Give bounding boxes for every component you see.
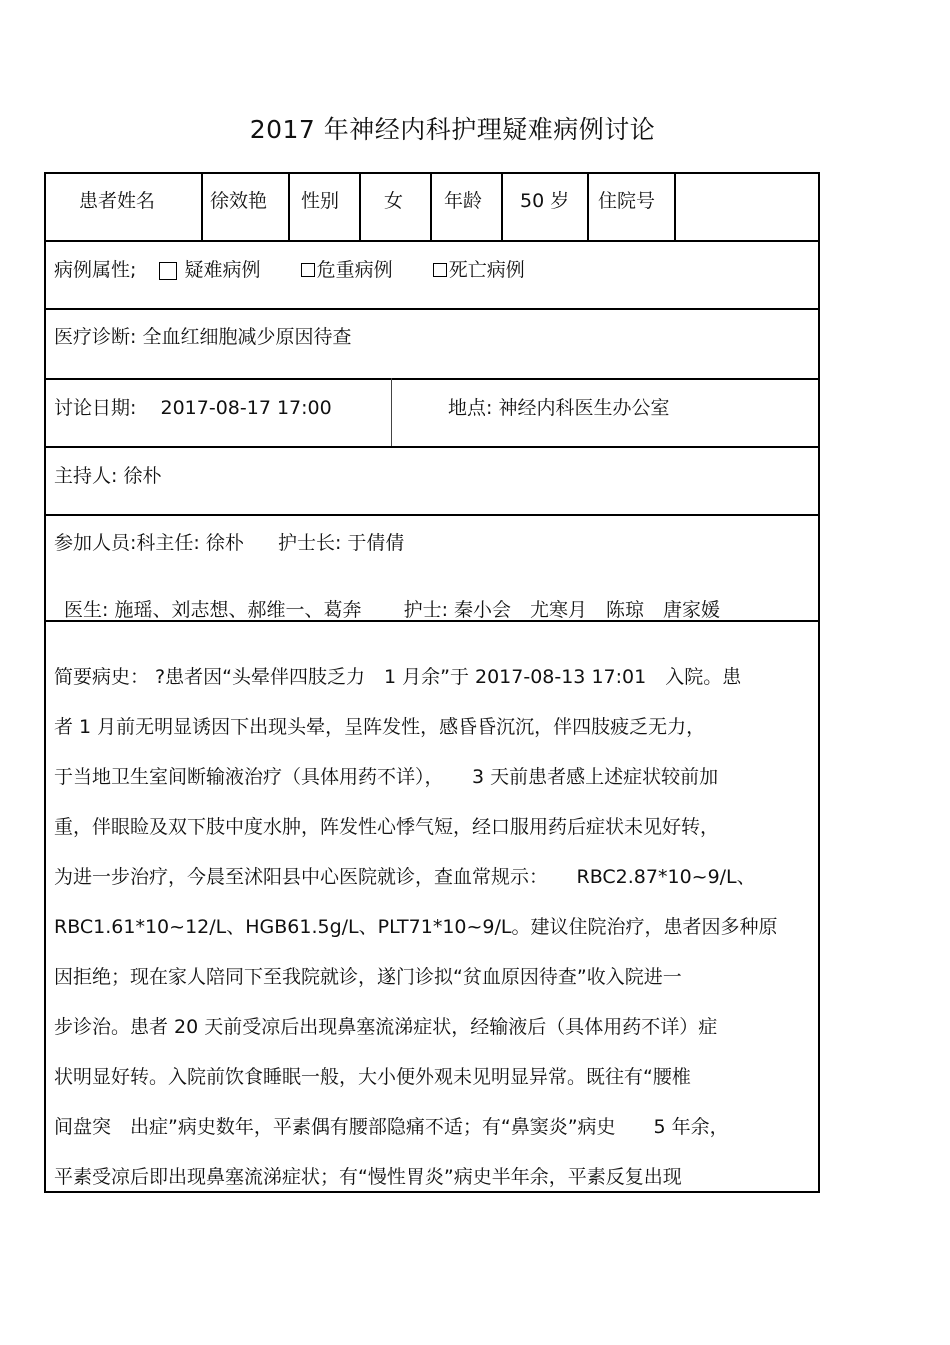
host-row <box>54 461 161 488</box>
col-divider <box>391 378 392 446</box>
participants-label: 参加人员: <box>54 532 137 554</box>
host-label: 主持人: <box>54 465 118 487</box>
head-nurse-value: 于倩倩 <box>347 532 405 554</box>
history-line: 平素受凉后即出现鼻塞流涕症状；有“慢性胃炎”病史半年余，平素反复出现 <box>54 1166 682 1188</box>
discussion-place-row <box>448 393 669 420</box>
row-divider <box>46 240 818 242</box>
discussion-date-value: 2017-08-17 17:00 <box>160 397 332 419</box>
age-label: 年龄 <box>444 190 483 212</box>
col-divider <box>201 174 203 240</box>
page-title: 2017 年神经内科护理疑难病例讨论 <box>249 115 656 144</box>
case-type-label: 病例属性; <box>54 259 137 281</box>
case-type-row <box>54 255 525 282</box>
doctors-value: 施瑶、刘志想、郝维一、葛奔 <box>114 599 362 621</box>
row-divider <box>46 378 818 380</box>
checkbox-death[interactable] <box>433 263 447 277</box>
host-value: 徐朴 <box>123 465 162 487</box>
checkbox-difficult[interactable] <box>159 262 177 280</box>
col-divider <box>674 174 676 240</box>
director-label: 科主任: <box>136 532 200 554</box>
history-line: 为进一步治疗，今晨至沭阳县中心医院就诊，查血常规示： RBC2.87*10~9/L、 <box>54 866 756 888</box>
checkbox-critical[interactable] <box>301 263 315 277</box>
col-divider <box>501 174 503 240</box>
history-line: 间盘突 出症”病史数年，平素偶有腰部隐痛不适；有“鼻窦炎”病史 5 年余， <box>54 1116 729 1138</box>
row-divider <box>46 308 818 310</box>
case-type-option-death: 死亡病例 <box>448 259 525 281</box>
sex-label: 性别 <box>301 190 340 212</box>
staff-row <box>64 595 720 622</box>
history-line: 重，伴眼睑及双下肢中度水肿，阵发性心悸气短，经口服用药后症状未见好转， <box>54 816 720 838</box>
discussion-date-row <box>54 393 332 420</box>
history-line: RBC1.61*10~12/L、HGB61.5g/L、PLT71*10~9/L。建议住院治疗，患者因多种原 <box>54 916 778 938</box>
participants-row <box>54 528 404 555</box>
admission-number-label: 住院号 <box>598 190 656 212</box>
col-divider <box>430 174 432 240</box>
discussion-place-label: 地点: <box>448 397 493 419</box>
history-line: 于当地卫生室间断输液治疗（具体用药不详）， 3 天前患者感上述症状较前加 <box>54 766 719 788</box>
diagnosis-value: 全血红细胞减少原因待查 <box>142 326 352 348</box>
discussion-place-value: 神经内科医生办公室 <box>498 397 670 419</box>
history-line: 因拒绝；现在家人陪同下至我院就诊，遂门诊拟“贫血原因待查”收入院进一 <box>54 966 682 988</box>
col-divider <box>288 174 290 240</box>
case-type-option-difficult: 疑难病例 <box>184 259 261 281</box>
nurses-label: 护士: <box>403 599 448 621</box>
diagnosis-label: 医疗诊断: <box>54 326 137 348</box>
patient-name-value: 徐效艳 <box>210 190 268 212</box>
age-value: 50 岁 <box>520 190 570 212</box>
diagnosis-row <box>54 322 351 349</box>
history-line: 状明显好转。入院前饮食睡眠一般，大小便外观未见明显异常。既往有“腰椎 <box>54 1066 691 1088</box>
nurses-value: 秦小会 尤寒月 陈琼 唐家媛 <box>454 599 721 621</box>
case-discussion-form <box>44 172 820 1193</box>
patient-name-label: 患者姓名 <box>79 190 156 212</box>
sex-value: 女 <box>384 190 404 212</box>
director-value: 徐朴 <box>205 532 244 554</box>
row-divider <box>46 446 818 448</box>
row-divider <box>46 514 818 516</box>
col-divider <box>587 174 589 240</box>
doctors-label: 医生: <box>64 599 109 621</box>
history-line: 简要病史： ?患者因“头晕伴四肢乏力 1 月余”于 2017-08-13 17:01 入院。患 <box>54 666 742 688</box>
history-line: 者 1 月前无明显诱因下出现头晕，呈阵发性，感昏昏沉沉，伴四肢疲乏无力， <box>54 716 706 738</box>
col-divider <box>359 174 361 240</box>
discussion-date-label: 讨论日期: <box>54 397 137 419</box>
head-nurse-label: 护士长: <box>277 532 342 554</box>
case-type-option-critical: 危重病例 <box>316 259 393 281</box>
history-line: 步诊治。患者 20 天前受凉后出现鼻塞流涕症状，经输液后（具体用药不详）症 <box>54 1016 718 1038</box>
